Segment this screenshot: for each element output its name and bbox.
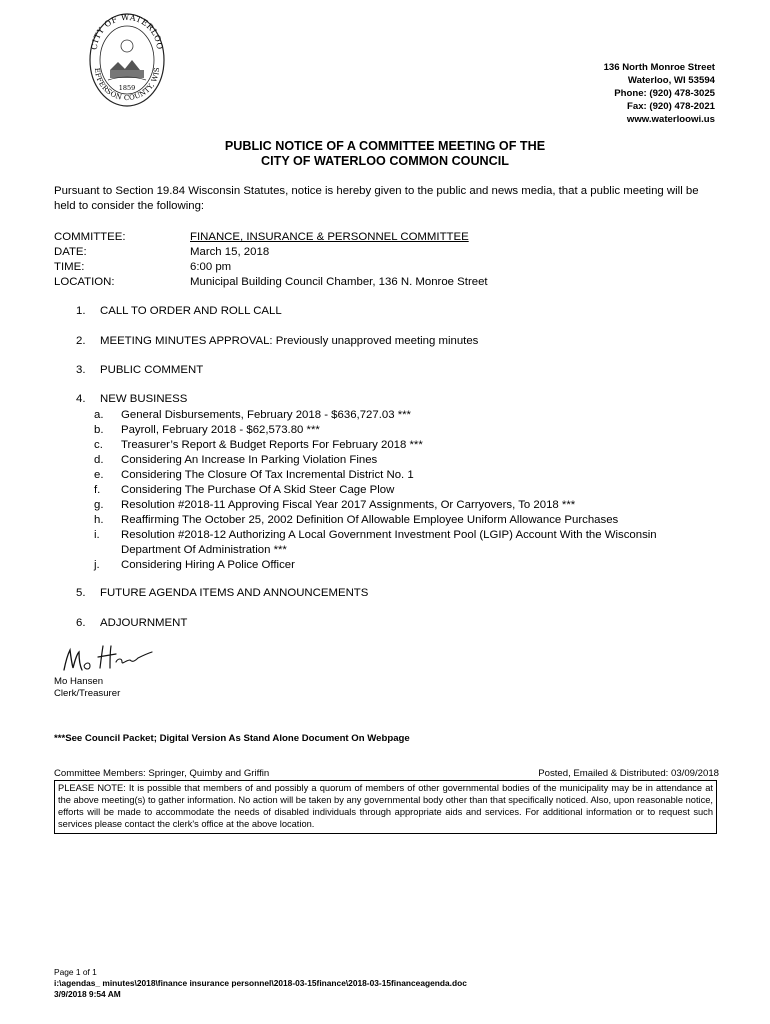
sub-item [64, 483, 714, 498]
sub-item-text: Reaffirming The October 25, 2002 Definition Of Allowable Employee Uniform Allowance Purchases [121, 514, 619, 526]
sub-item-text: Payroll, February 2018 - $62,573.80 *** [121, 424, 320, 436]
members-posted-row [54, 768, 719, 779]
agenda-item [54, 392, 187, 407]
title-line-2: CITY OF WATERLOO COMMON COUNCIL [261, 154, 509, 168]
address-website-link[interactable]: www.waterloowi.us [626, 114, 715, 125]
time-row [54, 260, 488, 275]
agenda-item-number: 2. [76, 335, 86, 347]
agenda-item-text: FUTURE AGENDA ITEMS AND ANNOUNCEMENTS [100, 587, 369, 599]
agenda-item-number: 4. [76, 393, 86, 405]
signer-name: Mo Hansen [54, 676, 104, 687]
sub-item-letter: a. [94, 409, 104, 421]
address-fax: Fax: (920) 478-2021 [627, 101, 715, 112]
sub-item-text: Treasurer’s Report & Budget Reports For February 2018 *** [121, 439, 423, 451]
sub-item-letter: e. [94, 469, 104, 481]
date-row [54, 245, 488, 260]
agenda-item [54, 586, 368, 601]
sub-item-letter: g. [94, 499, 104, 511]
title-line-1: PUBLIC NOTICE OF A COMMITTEE MEETING OF THE [224, 139, 546, 153]
date-label: DATE: [54, 246, 87, 258]
document-footer [54, 967, 467, 1000]
sub-item-letter: i. [94, 529, 100, 541]
sub-item [64, 528, 714, 558]
page-number: Page 1 of 1 [54, 967, 97, 977]
sub-item-text: Considering An Increase In Parking Violation Fines [121, 454, 378, 466]
address-city: Waterloo, WI 53594 [627, 75, 715, 86]
sub-item [64, 498, 714, 513]
time-value: 6:00 pm [190, 261, 232, 273]
committee-members: Committee Members: Springer, Quimby and Griffin [54, 768, 270, 779]
print-timestamp: 3/9/2018 9:54 AM [54, 989, 121, 999]
sub-item-text: Considering The Closure Of Tax Incremental District No. 1 [121, 469, 414, 481]
agenda-item [54, 363, 203, 378]
city-address-block [604, 61, 715, 126]
signer-title: Clerk/Treasurer [54, 688, 121, 699]
sub-item [64, 558, 714, 573]
sub-item-letter: j. [94, 559, 100, 571]
city-seal-logo [88, 10, 166, 122]
sub-item [64, 453, 714, 468]
sub-item-text: General Disbursements, February 2018 - $636,727.03 *** [121, 409, 411, 421]
sub-item-letter: c. [94, 439, 103, 451]
new-business-sublist [64, 408, 714, 573]
agenda-item-text: ADJOURNMENT [100, 617, 188, 629]
meeting-details [54, 230, 488, 290]
agenda-item [54, 616, 187, 631]
handwritten-signature [60, 640, 156, 680]
sub-item-text: Considering Hiring A Police Officer [121, 559, 295, 571]
council-packet-note: ***See Council Packet; Digital Version As Stand Alone Document On Webpage [54, 733, 410, 744]
agenda-item [54, 304, 282, 319]
agenda-item-number: 5. [76, 587, 86, 599]
posted-date: Posted, Emailed & Distributed: 03/09/2018 [538, 768, 719, 779]
agenda-item-number: 6. [76, 617, 86, 629]
sub-item-text: Resolution #2018-12 Authorizing A Local Government Investment Pool (LGIP) Account With the Wisconsin Department Of Administration *** [121, 529, 657, 556]
agenda-item-text: NEW BUSINESS [100, 393, 188, 405]
agenda-item-text: PUBLIC COMMENT [100, 364, 204, 376]
agenda-item-number: 1. [76, 305, 86, 317]
svg-text:1859: 1859 [118, 84, 136, 92]
svg-text:JEFFERSON COUNTY, WIS.: EFFERSON COUNTY, WIS [92, 67, 162, 103]
signer-block [54, 676, 120, 700]
sub-item [64, 438, 714, 453]
committee-label: COMMITTEE: [54, 231, 126, 243]
sub-item-letter: b. [94, 424, 104, 436]
date-value: March 15, 2018 [190, 246, 270, 258]
committee-value: FINANCE, INSURANCE & PERSONNEL COMMITTEE [190, 231, 469, 243]
time-label: TIME: [54, 261, 85, 273]
sub-item-letter: f. [94, 484, 101, 496]
agenda-item-text: CALL TO ORDER AND ROLL CALL [100, 305, 282, 317]
sub-item [64, 513, 714, 528]
sub-item-letter: d. [94, 454, 104, 466]
location-row [54, 275, 488, 290]
please-note-box: PLEASE NOTE: It is possible that members of and possibly a quorum of members of other governmental bodies of the municipality may be in attendance at the above meeting(s) to gather information. No action will be taken by any governmental body other than that specifically noticed. Also, upon reasonable notice, efforts will be made to accommodate the needs of disabled individuals through appropriate aids and services. For additional information or to request such services please contact the clerk's office at the above location. [54, 780, 717, 834]
sub-item [64, 423, 714, 438]
address-street: 136 North Monroe Street [603, 62, 715, 73]
svg-text:CITY OF WATERLOO: CITY OF WATERLOO [89, 12, 165, 51]
agenda-item-number: 3. [76, 364, 86, 376]
sub-item [64, 468, 714, 483]
location-value: Municipal Building Council Chamber, 136 N. Monroe Street [190, 276, 488, 288]
intro-paragraph: Pursuant to Section 19.84 Wisconsin Statutes, notice is hereby given to the public and news media, that a public meeting will be held to consider the following: [54, 185, 699, 212]
address-phone: Phone: (920) 478-3025 [614, 88, 715, 99]
sub-item-letter: h. [94, 514, 104, 526]
notice-title [0, 139, 770, 169]
agenda-item-text: MEETING MINUTES APPROVAL: Previously unapproved meeting minutes [100, 335, 479, 347]
file-path: i:\agendas_ minutes\2018\finance insurance personnel\2018-03-15finance\2018-03-15financeagenda.doc [54, 978, 467, 988]
location-label: LOCATION: [54, 276, 115, 288]
committee-row [54, 230, 488, 245]
sub-item [64, 408, 714, 423]
agenda-item [54, 334, 478, 349]
sub-item-text: Resolution #2018-11 Approving Fiscal Year 2017 Assignments, Or Carryovers, To 2018 *** [121, 499, 576, 511]
sub-item-text: Considering The Purchase Of A Skid Steer Cage Plow [121, 484, 395, 496]
